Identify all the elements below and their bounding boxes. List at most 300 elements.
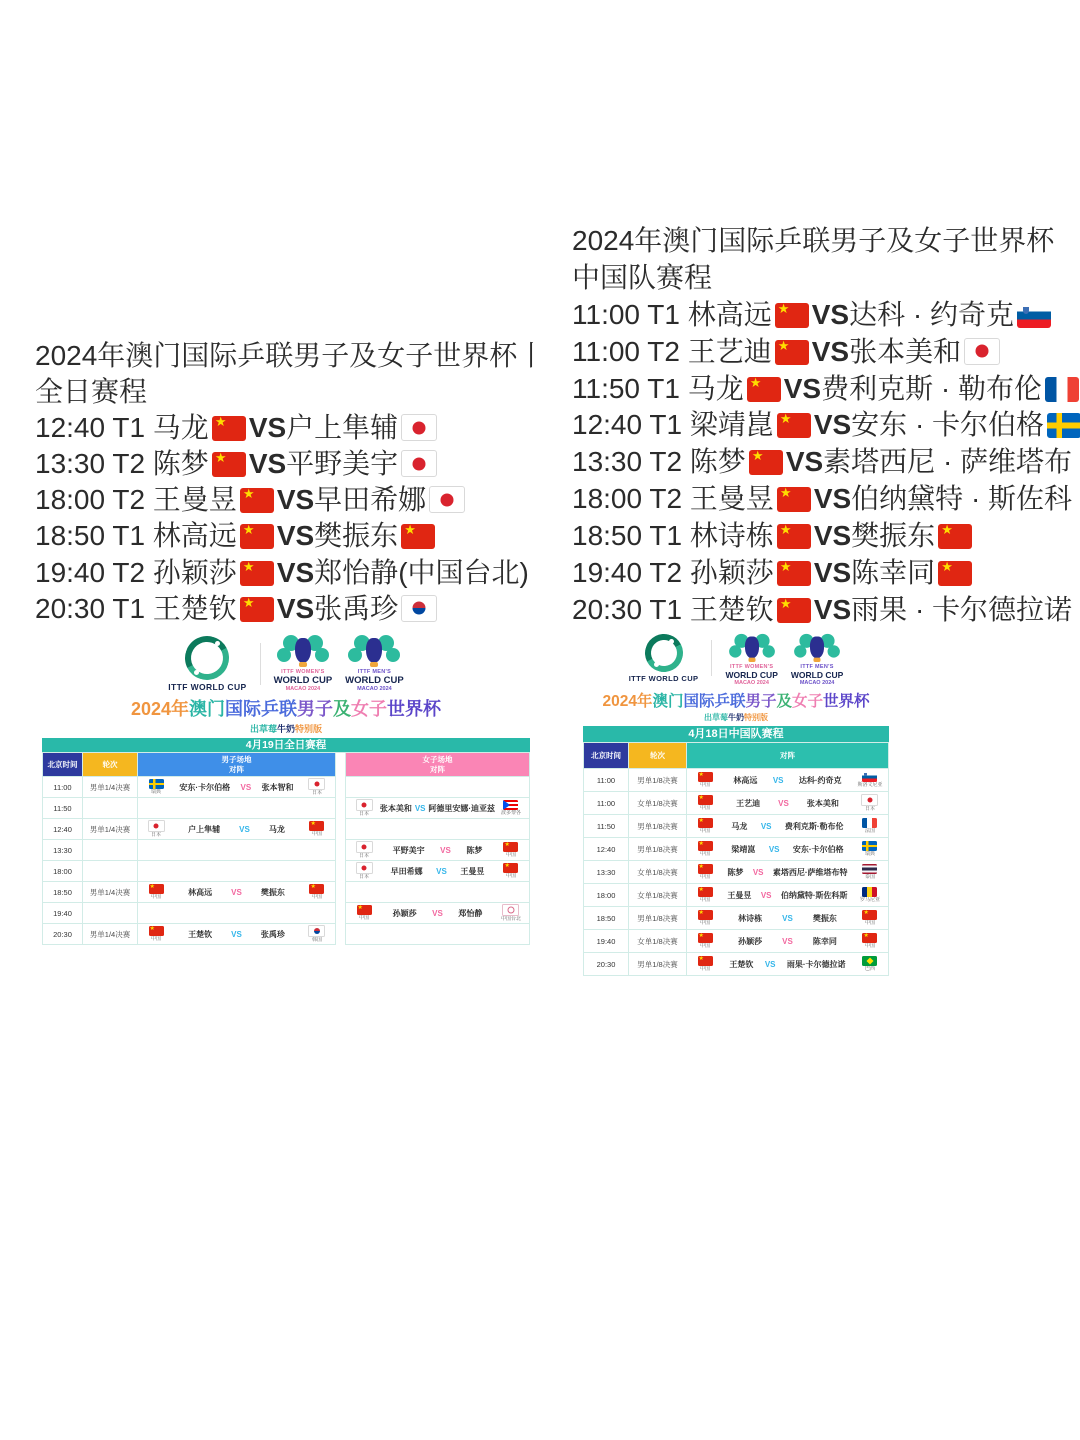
mens-logo-line2: WORLD CUP	[790, 670, 844, 680]
flag-cn-icon	[503, 863, 518, 873]
vs-label: VS	[783, 372, 822, 404]
flag-box	[498, 842, 524, 859]
match-cell	[687, 907, 889, 930]
flag-country-label: 巴西	[864, 965, 875, 972]
table-header-row	[584, 743, 889, 769]
flag-box	[498, 800, 524, 817]
time-cell: 20:30	[584, 953, 629, 976]
flag-jp-icon	[308, 778, 325, 790]
time-cell: 12:40	[584, 838, 629, 861]
schedule-title-line1: 2024年澳门国际乒联男子及女子世界杯丨	[35, 340, 546, 371]
round-cell: 男单1/4决赛	[83, 819, 138, 840]
title-segment: 出草莓	[249, 724, 277, 734]
flag-country-label: 日本	[311, 789, 322, 796]
schedule-table	[583, 742, 889, 976]
table-row	[43, 903, 530, 924]
flag-country-label: 中国	[699, 827, 710, 834]
col-round: 轮次	[629, 743, 687, 769]
player2-name: 陈梦	[466, 845, 483, 855]
logo-divider	[260, 643, 261, 685]
time-cell: 19:40	[43, 903, 83, 924]
flag-country-label: 中国	[699, 804, 710, 811]
vs-label: VS	[276, 592, 315, 624]
player1-name: 早田希娜	[390, 866, 423, 876]
table-body	[43, 777, 530, 945]
time-cell: 11:00	[43, 777, 83, 798]
match-cell	[687, 792, 889, 815]
mens-logo-line1: ITTF MEN'S	[800, 664, 834, 670]
flag-cn-icon	[698, 933, 713, 943]
match-cell	[687, 838, 889, 861]
flag-cn-icon	[698, 772, 713, 782]
womens-match-cell	[346, 777, 530, 798]
flag-cn-icon	[777, 413, 811, 438]
table-header-row	[43, 753, 530, 777]
schedule-line	[35, 518, 555, 554]
mens-match-cell	[138, 777, 336, 798]
title-segment: 男子	[297, 699, 334, 719]
table-row	[584, 838, 889, 861]
flag-box	[304, 884, 330, 901]
match-prefix: 19:40 T2 孙颖莎	[572, 557, 774, 589]
vs-label: VS	[813, 593, 852, 625]
flag-box	[143, 779, 169, 796]
vs-label: VS	[239, 824, 250, 834]
table-gap	[336, 882, 346, 903]
vs-label: VS	[752, 867, 764, 877]
time-cell: 11:50	[43, 798, 83, 819]
opponent-name: 素塔西尼 · 萨维塔布	[823, 446, 1073, 478]
logo-row	[42, 635, 530, 692]
player2-name: 郑怡静	[458, 908, 483, 918]
time-cell: 13:30	[584, 861, 629, 884]
womens-match-cell	[346, 819, 530, 840]
title-segment: 女子	[351, 699, 388, 719]
opponent-name: 达科 · 约奇克	[849, 298, 1014, 330]
match-cell	[687, 815, 889, 838]
match-prefix: 18:00 T2 王曼昱	[572, 483, 774, 515]
flag-country-label: 中国	[699, 896, 710, 903]
title-segment: 世界杯	[387, 699, 442, 719]
opponent-name: 费利克斯 · 勒布伦	[821, 372, 1042, 404]
ittf-ball-icon	[645, 634, 683, 672]
player1-name: 安东·卡尔伯格	[179, 782, 231, 792]
mens-world-cup-logo	[345, 635, 404, 692]
mens-vs-label: 对阵	[229, 764, 244, 774]
schedule-line	[572, 444, 1080, 481]
schedule-line	[572, 481, 1080, 518]
player2-name: 张禹珍	[260, 929, 285, 939]
title-segment: 2024年	[130, 699, 190, 719]
ittf-world-cup-logo	[168, 636, 246, 692]
flag-country-label: 中国	[311, 830, 322, 837]
vs-label: VS	[231, 887, 242, 897]
flag-se-icon	[1047, 413, 1080, 438]
flag-box	[351, 905, 377, 922]
player1-name: 王曼昱	[727, 890, 752, 900]
title-segment: 及	[333, 699, 352, 719]
player1-name: 王楚钦	[188, 929, 213, 939]
flag-cn-icon	[240, 488, 274, 513]
table-row	[584, 884, 889, 907]
flag-country-label: 韩国	[311, 936, 322, 943]
player2-name: 陈幸同	[812, 936, 837, 946]
opponent-name: 樊振东	[314, 520, 399, 552]
poster-title	[42, 695, 530, 721]
flag-box	[857, 864, 883, 881]
time-cell: 18:50	[584, 907, 629, 930]
flag-box	[351, 799, 377, 818]
flag-fr-icon	[862, 818, 877, 828]
time-cell: 11:00	[584, 769, 629, 792]
title-segment: 国际乒联	[683, 693, 746, 710]
player1-name: 王楚钦	[729, 959, 754, 969]
match-prefix: 11:00 T2 王艺迪	[572, 335, 772, 367]
title-segment: 出草莓	[704, 713, 728, 722]
time-cell: 18:00	[584, 884, 629, 907]
vs-label: VS	[760, 890, 772, 900]
opponent-name: 户上隼辅	[286, 412, 399, 444]
flag-cn-icon	[698, 910, 713, 920]
flag-cn-icon	[698, 841, 713, 851]
vs-label: VS	[432, 908, 443, 918]
vs-label: VS	[440, 845, 451, 855]
title-segment: 国际乒联	[225, 699, 298, 719]
table-gap	[336, 924, 346, 945]
time-cell: 19:40	[584, 930, 629, 953]
mens-world-cup-logo	[791, 630, 843, 686]
womens-match-cell	[346, 924, 530, 945]
flag-cn-icon	[749, 450, 783, 475]
time-cell: 11:50	[584, 815, 629, 838]
match-cell	[687, 884, 889, 907]
womens-world-cup-logo	[725, 630, 777, 686]
womens-world-cup-logo	[274, 635, 333, 692]
flag-box	[692, 841, 718, 858]
flag-country-label: 中国	[699, 942, 710, 949]
round-cell: 男单1/8决赛	[629, 953, 687, 976]
flag-country-label: 日本	[358, 873, 369, 880]
table-row	[43, 861, 530, 882]
mens-match-cell	[138, 798, 336, 819]
flag-si-icon	[862, 772, 877, 782]
vs-label: VS	[782, 936, 793, 946]
mens-match-cell	[138, 861, 336, 882]
flag-country-label: 中国	[699, 965, 710, 972]
vs-label: VS	[813, 520, 852, 552]
player1-name: 户上隼辅	[188, 824, 221, 834]
opponent-name: 张本美和	[849, 335, 962, 367]
flag-cn-icon	[149, 926, 164, 936]
round-cell	[83, 861, 138, 882]
mens-logo-line2: WORLD CUP	[345, 675, 404, 686]
player1-name: 林诗栋	[738, 913, 763, 923]
flag-cn-icon	[777, 487, 811, 512]
table-gap	[336, 798, 346, 819]
flag-cn-icon	[862, 910, 877, 920]
flag-box	[304, 778, 330, 797]
player2-name: 张本美和	[806, 798, 839, 808]
womens-match-cell	[346, 840, 530, 861]
round-cell	[83, 840, 138, 861]
player2-name: 樊振东	[812, 913, 837, 923]
col-round: 轮次	[83, 753, 138, 777]
womens-match-cell	[346, 861, 530, 882]
poster-subtitle	[583, 712, 889, 723]
flag-se-icon	[862, 841, 877, 851]
flag-cn-icon	[698, 887, 713, 897]
flag-cn-icon	[698, 818, 713, 828]
vs-label: VS	[436, 866, 447, 876]
title-segment: 女子	[792, 693, 824, 710]
table-gap	[336, 753, 346, 777]
opponent-name: 樊振东	[851, 520, 936, 552]
schedule-title-line2: 中国队赛程	[572, 261, 713, 293]
flag-country-label: 法国	[864, 827, 875, 834]
flag-box	[143, 884, 169, 901]
flag-country-label: 中国	[699, 919, 710, 926]
schedule-table	[42, 752, 530, 945]
opponent-name: 平野美宇	[286, 448, 399, 480]
schedule-date-banner: 4月19日全日赛程	[42, 738, 530, 752]
full-day-schedule-text	[35, 338, 555, 627]
poster-china-team	[583, 628, 889, 976]
match-cell	[687, 953, 889, 976]
player2-name: 张本智和	[261, 782, 294, 792]
table-body	[584, 769, 889, 976]
flag-jp-icon	[429, 486, 465, 513]
flag-cn-icon	[775, 340, 809, 365]
flag-box	[857, 818, 883, 835]
time-cell: 12:40	[43, 819, 83, 840]
round-cell: 男单1/4决赛	[83, 924, 138, 945]
poster-full-day	[42, 633, 530, 945]
womens-logo-line1: ITTF WOMEN'S	[729, 664, 774, 670]
vs-label: VS	[778, 798, 789, 808]
match-prefix: 13:30 T2 陈梦	[35, 448, 209, 480]
match-cell	[687, 861, 889, 884]
player2-name: 达科·约奇克	[798, 775, 842, 785]
flag-country-label: 中国	[864, 942, 875, 949]
lotus-flower-icon	[277, 635, 329, 667]
schedule-line	[35, 410, 555, 446]
table-row	[43, 798, 530, 819]
player1-name: 陈梦	[727, 867, 744, 877]
mens-match-cell	[138, 924, 336, 945]
vs-label: VS	[772, 775, 784, 785]
flag-box	[304, 821, 330, 838]
flag-cn-icon	[777, 561, 811, 586]
vs-label: VS	[248, 412, 287, 444]
col-match: 对阵	[687, 743, 889, 769]
schedule-title-line2: 全日赛程	[35, 376, 148, 408]
flag-jp-icon	[356, 799, 373, 811]
match-prefix: 20:30 T1 王楚钦	[35, 592, 237, 624]
match-prefix: 13:30 T2 陈梦	[572, 446, 746, 478]
schedule-line	[572, 297, 1080, 334]
round-cell: 女单1/8决赛	[629, 792, 687, 815]
player1-name: 孙颖莎	[738, 936, 763, 946]
ittf-logo-label: ITTF WORLD CUP	[628, 673, 699, 683]
player2-name: 安东·卡尔伯格	[792, 844, 844, 854]
round-cell	[83, 798, 138, 819]
flag-country-label: 瑞典	[864, 850, 875, 857]
opponent-name: 伯纳黛特 · 斯佐科	[851, 483, 1073, 515]
player1-name: 梁靖崑	[731, 844, 756, 854]
time-cell: 20:30	[43, 924, 83, 945]
flag-cn-icon	[747, 377, 781, 402]
flag-box	[692, 795, 718, 812]
flag-cn-icon	[777, 524, 811, 549]
schedule-line	[35, 482, 555, 518]
title-segment: 世界杯	[823, 693, 870, 710]
table-row	[43, 840, 530, 861]
time-cell: 18:00	[43, 861, 83, 882]
flag-cn-icon	[698, 795, 713, 805]
mens-match-cell	[138, 840, 336, 861]
vs-label: VS	[414, 803, 426, 813]
flag-box	[351, 841, 377, 860]
womens-venue-label: 女子场地	[422, 755, 453, 765]
poster-header	[583, 630, 889, 723]
flag-box	[692, 818, 718, 835]
lotus-flower-icon	[729, 634, 775, 662]
title-segment: 及	[776, 693, 792, 710]
title-segment: 特别版	[295, 724, 323, 734]
match-prefix: 12:40 T1 梁靖崑	[572, 409, 774, 441]
table-row	[43, 777, 530, 798]
opponent-name: 陈幸同	[851, 557, 936, 589]
title-segment: 牛奶	[728, 713, 744, 722]
schedule-line	[572, 371, 1080, 408]
round-cell: 女单1/8决赛	[629, 884, 687, 907]
mens-logo-line3: MACAO 2024	[799, 680, 835, 686]
flag-country-label: 波多黎各	[500, 809, 521, 816]
flag-pr-icon	[503, 800, 518, 810]
player1-name: 林高远	[733, 775, 758, 785]
flag-th-icon	[862, 864, 877, 874]
flag-cn-icon	[240, 561, 274, 586]
vs-label: VS	[764, 959, 776, 969]
flag-country-label: 泰国	[864, 873, 875, 880]
flag-box	[143, 820, 169, 839]
match-prefix: 11:00 T1 林高远	[572, 298, 772, 330]
player2-name: 阿德里安娜·迪亚兹	[428, 803, 496, 813]
time-cell: 13:30	[43, 840, 83, 861]
player2-name: 王曼昱	[460, 866, 485, 876]
round-cell: 男单1/8决赛	[629, 815, 687, 838]
flag-country-label: 中国	[150, 893, 161, 900]
opponent-name: 张禹珍	[314, 592, 399, 624]
flag-box	[692, 772, 718, 789]
poster-header	[42, 635, 530, 735]
flag-jp-icon	[401, 450, 437, 477]
flag-cn-icon	[775, 303, 809, 328]
ittf-world-cup-logo	[629, 634, 699, 683]
flag-box	[304, 925, 330, 944]
flag-cn-icon	[309, 884, 324, 894]
col-beijing-time: 北京时间	[43, 753, 83, 777]
schedule-line	[572, 592, 1080, 629]
flag-cn-icon	[777, 598, 811, 623]
vs-label: VS	[276, 484, 315, 516]
womens-match-cell	[346, 882, 530, 903]
lotus-flower-icon	[794, 634, 840, 662]
flag-country-label: 罗马尼亚	[859, 896, 880, 903]
flag-kr-icon	[308, 925, 325, 937]
round-cell: 女单1/8决赛	[629, 861, 687, 884]
table-row	[584, 792, 889, 815]
match-prefix: 19:40 T2 孙颖莎	[35, 556, 237, 588]
table-row	[584, 953, 889, 976]
flag-box	[351, 862, 377, 881]
opponent-name: 郑怡静	[314, 556, 399, 588]
china-team-schedule-text	[572, 223, 1080, 629]
match-prefix: 18:00 T2 王曼昱	[35, 484, 237, 516]
vs-label: VS	[276, 520, 315, 552]
vs-label: VS	[240, 782, 252, 792]
flag-jp-icon	[401, 414, 437, 441]
flag-country-label: 中国	[311, 893, 322, 900]
table-row	[584, 769, 889, 792]
flag-country-label: 日本	[864, 805, 875, 812]
player1-name: 林高远	[188, 887, 213, 897]
lotus-flower-icon	[348, 635, 400, 667]
schedule-title-line1: 2024年澳门国际乒联男子及女子世界杯	[572, 225, 1055, 256]
flag-kr-icon	[401, 595, 437, 622]
schedule-line	[572, 334, 1080, 371]
schedule-line	[572, 407, 1080, 444]
player2-name: 素塔西尼·萨维塔布特	[772, 867, 848, 877]
flag-jp-icon	[356, 841, 373, 853]
col-mens-venue	[138, 753, 336, 777]
flag-box	[857, 794, 883, 813]
table-row	[584, 861, 889, 884]
table-gap	[336, 819, 346, 840]
mens-match-cell	[138, 882, 336, 903]
round-cell: 男单1/8决赛	[629, 907, 687, 930]
flag-box	[857, 887, 883, 904]
flag-country-label: 中国	[699, 781, 710, 788]
logo-divider	[711, 640, 712, 676]
flag-box	[857, 910, 883, 927]
player2-name: 费利克斯·勒布伦	[784, 821, 844, 831]
round-cell	[83, 903, 138, 924]
flag-jp-icon	[964, 338, 1000, 365]
opponent-name: 早田希娜	[314, 484, 427, 516]
flag-cn-icon	[240, 597, 274, 622]
vs-label: VS	[813, 557, 852, 589]
womens-logo-line2: WORLD CUP	[725, 670, 778, 680]
player1-name: 平野美宇	[392, 845, 425, 855]
flag-cn-icon	[698, 864, 713, 874]
flag-country-label: 中国	[505, 851, 516, 858]
vs-label: VS	[811, 298, 850, 330]
flag-ro-icon	[862, 887, 877, 897]
schedule-line	[35, 591, 555, 627]
col-beijing-time: 北京时间	[584, 743, 629, 769]
player1-name: 张本美和	[379, 803, 412, 813]
flag-se-icon	[149, 779, 164, 789]
womens-logo-line2: WORLD CUP	[273, 675, 333, 686]
title-segment: 澳门	[652, 693, 684, 710]
match-prefix: 18:50 T1 林诗栋	[572, 520, 774, 552]
match-cell	[687, 930, 889, 953]
round-cell: 男单1/8决赛	[629, 769, 687, 792]
table-row	[43, 819, 530, 840]
mens-logo-line3: MACAO 2024	[357, 686, 392, 692]
table-gap	[336, 840, 346, 861]
